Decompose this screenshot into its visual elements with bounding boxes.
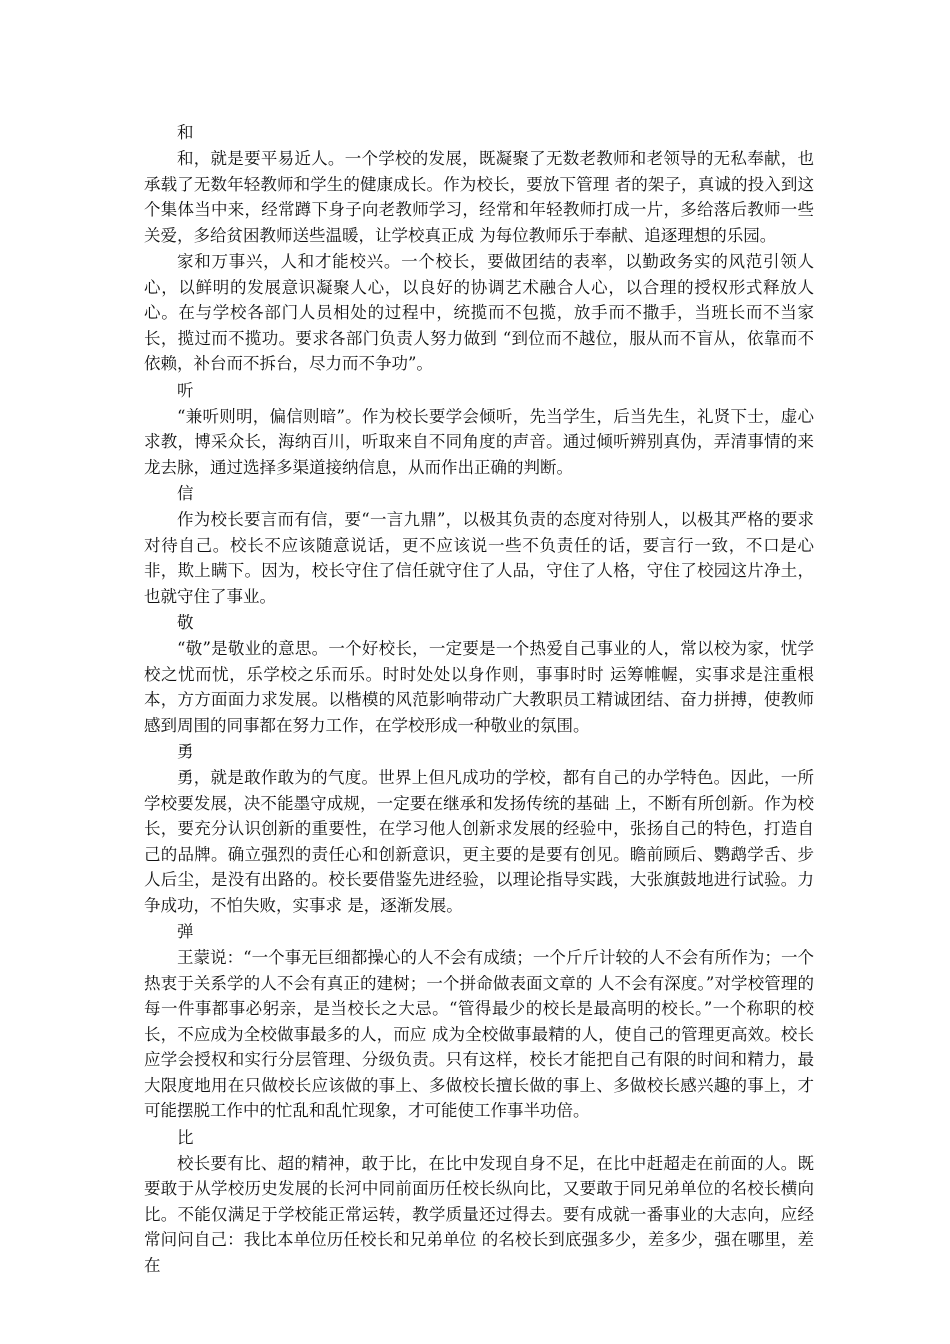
section-heading: 和 [177, 123, 194, 142]
paragraph: 勇，就是敢作敢为的气度。世界上但凡成功的学校，都有自己的办学特色。因此，一所学校要发展，决不能墨守成规，一定要在继承和发扬传统的基础 上，不断有所创新。作为校长，要充分认识创新的重要性，在学习他人创新求发展的经验中，张扬自己的特色，打造自己的品牌。确立强烈的责任心和创新意识，更主要的是要有创见。瞻前顾后、鹦鹉学舌、步人后尘，是没有出路的。校长要借鉴先进经验，以理论指导实践，大张旗鼓地进行试验。力争成功，不怕失败，实事求 是，逐渐发展。 [144, 768, 814, 915]
paragraph: 家和万事兴，人和才能校兴。一个校长，要做团结的表率，以勤政务实的风范引领人心，以鲜明的发展意识凝聚人心，以良好的协调艺术融合人心，以合理的授权形式释放人心。在与学校各部门人员相处的过程中，统揽而不包揽，放手而不撒手，当班长而不当家长，揽过而不揽功。要求各部门负责人努力做到 “到位而不越位，服从而不盲从，依靠而不依赖，补台而不拆台，尽力而不争功”。 [144, 252, 814, 373]
section-heading: 信 [177, 484, 194, 503]
section-tan [144, 919, 814, 1124]
section-jing [144, 610, 814, 738]
section-heading: 比 [177, 1127, 194, 1147]
section-heading: 听 [177, 380, 194, 400]
section-yong [144, 739, 814, 918]
paragraph: 校长要有比、超的精神，敢于比，在比中发现自身不足，在比中赶超走在前面的人。既要敢于从学校历史发展的长河中同前面历任校长纵向比，又要敢于同兄弟单位的名校长横向比。不能仅满足于学校能正常运转，教学质量还过得去。要有成就一番事业的大志向，应经常问问自己：我比本单位历任校长和兄弟单位 的名校长到底强多少，差多少，强在哪里，差在 [144, 1153, 814, 1275]
paragraph: “兼听则明，偏信则暗”。作为校长要学会倾听，先当学生，后当先生，礼贤下士，虚心求教，博采众长，海纳百川，听取来自不同角度的声音。通过倾听辨别真伪，弄清事情的来龙去脉，通过选择多渠道接纳信息，从而作出正确的判断。 [144, 406, 814, 477]
section-heading: 弹 [177, 922, 194, 941]
section-he [144, 120, 814, 377]
section-bi [144, 1125, 814, 1279]
paragraph: “敬”是敬业的意思。一个好校长，一定要是一个热爱自己事业的人，常以校为家，忧学校之忧而忧，乐学校之乐而乐。时时处处以身作则，事事时时 运筹帷幄，实事求是注重根本，方方面面力求发展。以楷模的风范影响带动广大教职员工精诚团结、奋力拼搏，使教师感到周围的同事都在努力工作，在学校形成一种敬业的氛围。 [144, 639, 814, 735]
paragraph: 王蒙说：“一个事无巨细都操心的人不会有成绩；一个斤斤计较的人不会有所作为；一个热衷于关系学的人不会有真正的建树；一个拼命做表面文章的 人不会有深度。”对学校管理的每一件事都事必躬亲，是当校长之大忌。“管得最少的校长是最高明的校长。”一个称职的校长，不应成为全校做事最多的人，而应 成为全校做事最精的人，使自己的管理更高效。校长应学会授权和实行分层管理、分级负责。只有这样，校长才能把自己有限的时间和精力，最大限度地用在只做校长应该做的事上、多做校长擅长做的事上、多做校长感兴趣的事上，才可能摆脱工作中的忙乱和乱忙现象，才可能使工作事半功倍。 [144, 948, 814, 1120]
paragraph: 和，就是要平易近人。一个学校的发展，既凝聚了无数老教师和老领导的无私奉献，也承载了无数年轻教师和学生的健康成长。作为校长，要放下管理 者的架子，真诚的投入到这个集体当中来，经常蹲下身子向老教师学习，经常和年轻教师打成一片，多给落后教师一些关爱，多给贫困教师送些温暖，让学校真正成 为每位教师乐于奉献、追逐理想的乐园。 [144, 149, 814, 245]
section-heading: 敬 [177, 613, 194, 632]
document-page [144, 120, 814, 1279]
section-ting [144, 378, 814, 481]
section-heading: 勇 [177, 742, 194, 761]
paragraph: 作为校长要言而有信，要“一言九鼎”，以极其负责的态度对待别人，以极其严格的要求对待自己。校长不应该随意说话，更不应该说一些不负责任的话，要言行一致，不口是心非，欺上瞒下。因为，校长守住了信任就守住了人品，守住了人格，守住了校园这片净土，也就守住了事业。 [144, 510, 814, 606]
section-xin [144, 481, 814, 609]
